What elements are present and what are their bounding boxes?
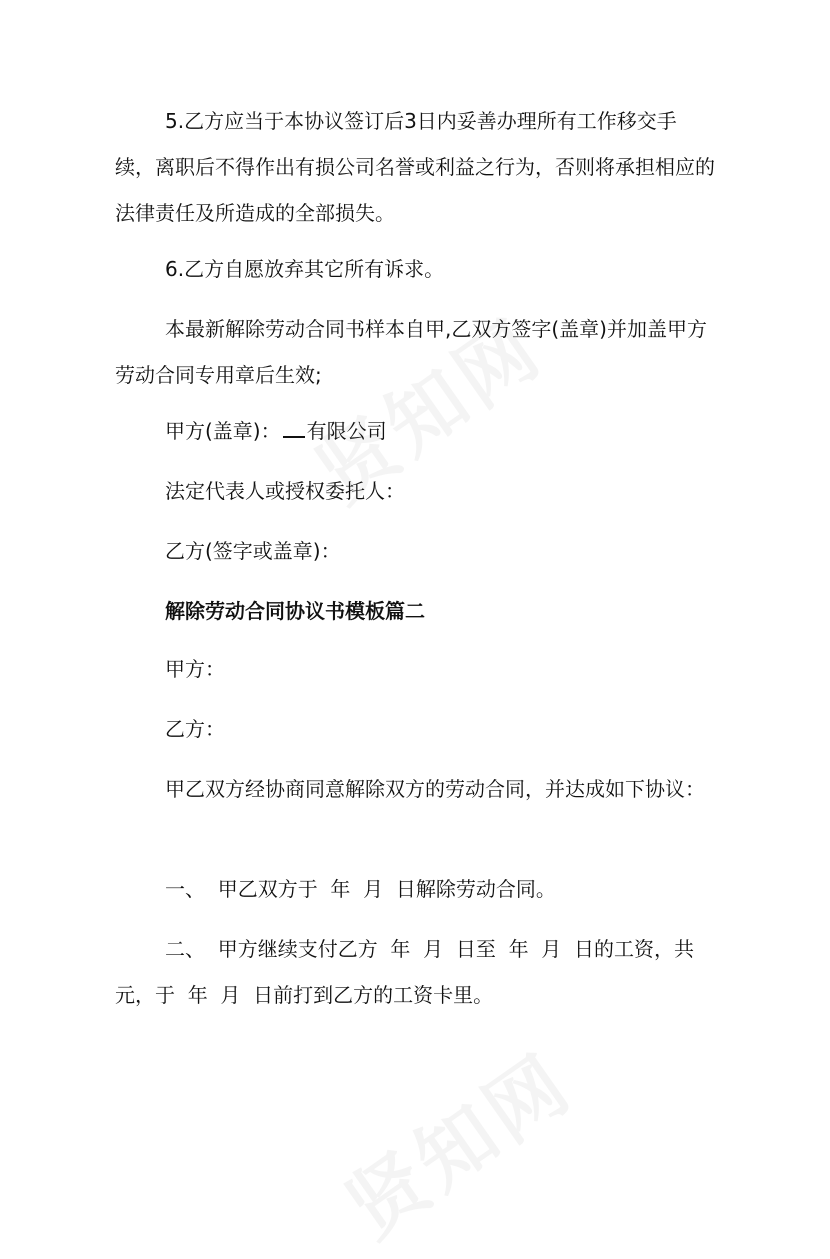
clause-5: 5.乙方应当于本协议签订后3日内妥善办理所有工作移交手续，离职后不得作出有损公司名誉或利益之行为，否则将承担相应的法律责任及所造成的全部损失。 [115, 109, 715, 225]
party-b-line: 乙方： [165, 717, 225, 741]
party-b-signature-line: 乙方(签字或盖章)： [165, 539, 341, 563]
party-a-seal-label: 甲方(盖章)： [165, 419, 281, 443]
party-a-seal-line [115, 408, 715, 454]
watermark [321, 1023, 592, 1259]
section-heading: 解除劳动合同协议书模板篇二 [165, 599, 425, 623]
blank-line [283, 416, 305, 438]
effective-clause: 本最新解除劳动合同书样本自甲,乙双方签字(盖章)并加盖甲方劳动合同专用章后生效; [115, 317, 707, 387]
item-one: 一、 甲乙双方于 年 月 日解除劳动合同。 [165, 877, 556, 901]
agreement-intro: 甲乙双方经协商同意解除双方的劳动合同，并达成如下协议： [165, 777, 705, 801]
party-a-line: 甲方： [165, 657, 225, 681]
company-suffix: 有限公司 [306, 419, 387, 443]
legal-representative-line: 法定代表人或授权委托人： [165, 479, 405, 503]
clause-6: 6.乙方自愿放弃其它所有诉求。 [165, 257, 445, 281]
item-two: 二、 甲方继续支付乙方 年 月 日至 年 月 日的工资，共 元，于 年 月 日前打到乙方的工资卡里。 [115, 937, 707, 1007]
